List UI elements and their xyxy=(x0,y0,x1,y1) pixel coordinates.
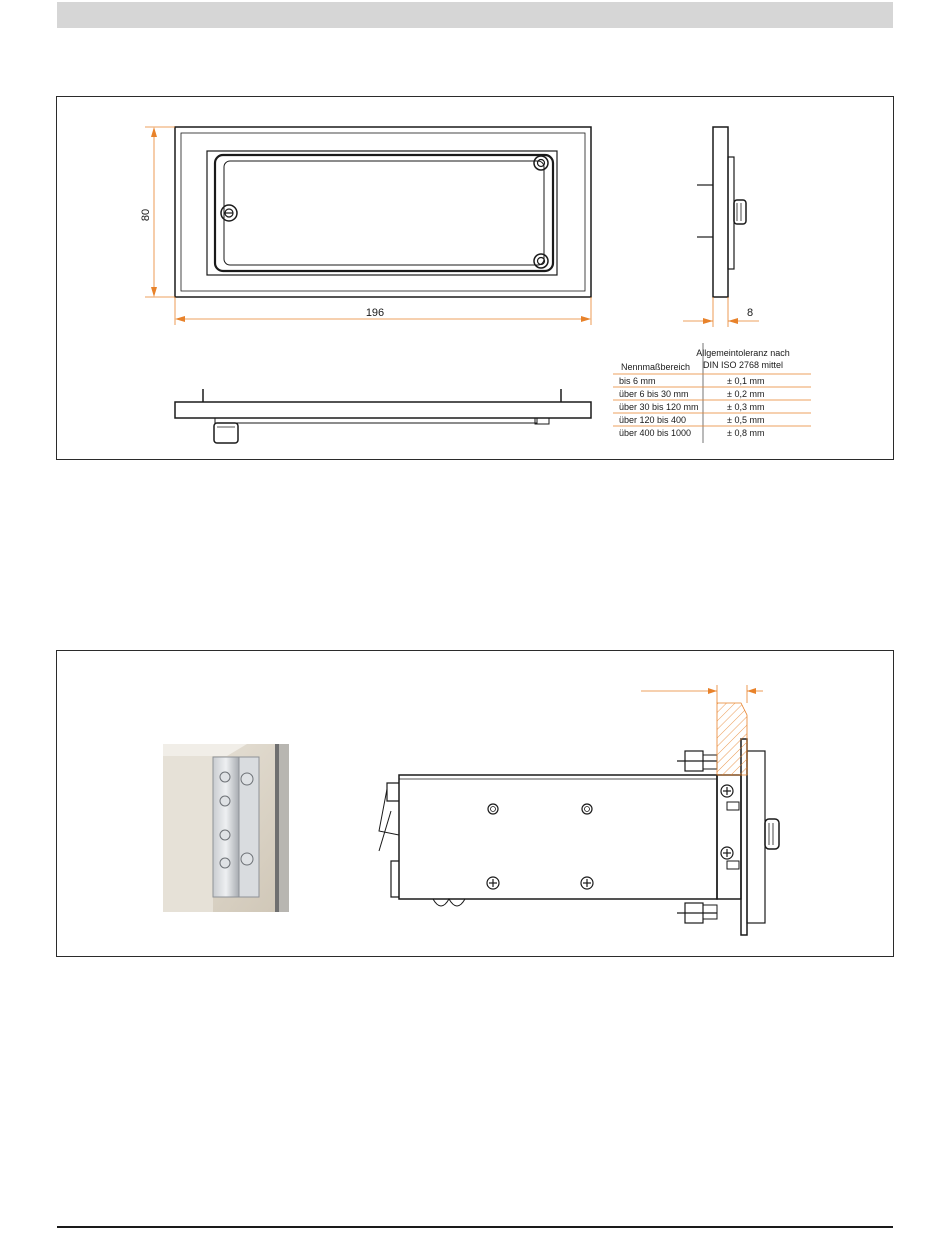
bottom-view xyxy=(175,389,591,443)
table-row-tolerance: ± 0,1 mm xyxy=(727,376,765,386)
dimension-drawing xyxy=(57,97,893,459)
tolerance-table xyxy=(613,343,811,443)
table-row-range: über 30 bis 120 mm xyxy=(619,402,699,412)
mounting-bracket-photo xyxy=(163,744,289,912)
panel-thickness-dimension xyxy=(641,685,763,703)
table-row-tolerance: ± 0,8 mm xyxy=(727,428,765,438)
tolerance-header-line2: DIN ISO 2768 mittel xyxy=(702,360,784,370)
width-dimension-label: 196 xyxy=(365,307,385,319)
table-row-range: über 6 bis 30 mm xyxy=(619,389,689,399)
table-row-range: über 400 bis 1000 xyxy=(619,428,692,438)
table-row-tolerance: ± 0,3 mm xyxy=(727,402,765,412)
dimension-drawing-frame xyxy=(56,96,894,460)
tolerance-header-line1: Allgemeintoleranz nach xyxy=(696,348,790,358)
table-row-range: über 120 bis 400 xyxy=(619,415,687,425)
front-view xyxy=(175,127,591,297)
side-view xyxy=(697,127,746,297)
page-header-bar xyxy=(57,2,893,28)
table-row-tolerance: ± 0,2 mm xyxy=(727,389,765,399)
height-dimension-label: 80 xyxy=(140,208,152,222)
page-footer-rule xyxy=(57,1226,893,1228)
mounting-drawing xyxy=(57,651,893,956)
table-row-tolerance: ± 0,5 mm xyxy=(727,415,765,425)
mounting-drawing-frame xyxy=(56,650,894,957)
depth-dimension-label: 8 xyxy=(746,307,754,319)
table-row-range: bis 6 mm xyxy=(619,376,656,386)
panel-cutout-section xyxy=(717,703,747,775)
range-header: Nennmaßbereich xyxy=(621,362,691,372)
